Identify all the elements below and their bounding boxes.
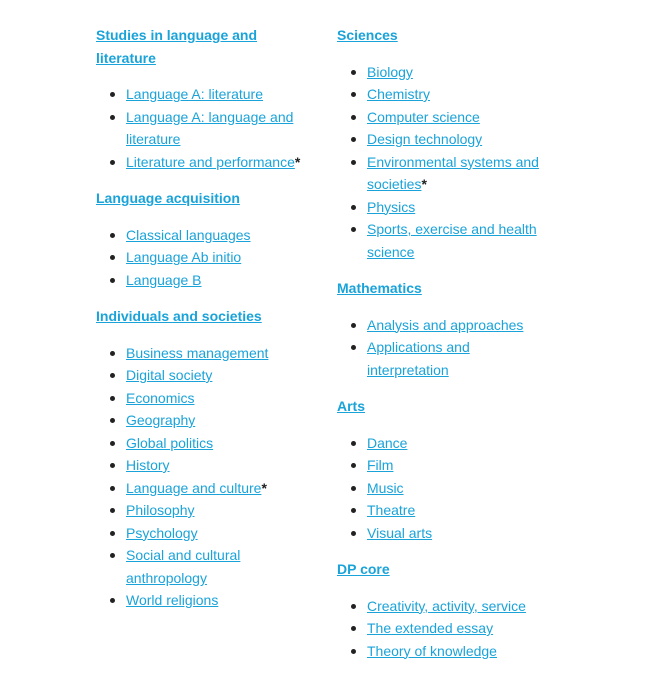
subject-link-economics[interactable]: Economics bbox=[126, 389, 195, 406]
subject-link-biology[interactable]: Biology bbox=[367, 63, 413, 80]
list-item bbox=[96, 246, 306, 269]
subject-link-visual-arts[interactable]: Visual arts bbox=[367, 524, 433, 541]
list-item bbox=[337, 522, 552, 545]
footnote-asterisk: * bbox=[261, 479, 267, 496]
subject-link-language-a-literature[interactable]: Language A: literature bbox=[126, 86, 263, 102]
list-item bbox=[96, 522, 306, 545]
list-item bbox=[96, 454, 306, 477]
list-item bbox=[337, 477, 552, 500]
subject-link-language-b[interactable]: Language B bbox=[126, 271, 202, 288]
list-item bbox=[337, 617, 552, 640]
subject-list-language-acquisition bbox=[96, 224, 306, 292]
subject-link-classical-languages[interactable]: Classical languages bbox=[126, 226, 251, 243]
right-column bbox=[337, 24, 552, 676]
list-item bbox=[337, 83, 552, 106]
list-item bbox=[337, 61, 552, 84]
list-item bbox=[96, 409, 306, 432]
subject-link-sports-exercise-and-health-science[interactable]: Sports, exercise and health science bbox=[367, 221, 537, 260]
list-item bbox=[96, 544, 306, 589]
subject-link-computer-science[interactable]: Computer science bbox=[367, 108, 480, 125]
subject-list-individuals-and-societies bbox=[96, 342, 306, 612]
list-item bbox=[337, 314, 552, 337]
subject-link-geography[interactable]: Geography bbox=[126, 412, 196, 428]
footnote-asterisk: * bbox=[294, 153, 301, 170]
subject-link-psychology[interactable]: Psychology bbox=[126, 524, 198, 541]
list-item bbox=[96, 499, 306, 522]
subject-link-analysis-and-approaches[interactable]: Analysis and approaches bbox=[367, 316, 524, 333]
list-item bbox=[96, 589, 306, 612]
section-heading-language-acquisition[interactable]: Language acquisition bbox=[96, 190, 240, 206]
subject-link-history[interactable]: History bbox=[126, 457, 170, 473]
section-heading-mathematics[interactable]: Mathematics bbox=[337, 280, 422, 296]
list-item bbox=[96, 387, 306, 410]
list-item bbox=[337, 499, 552, 522]
subject-link-philosophy[interactable]: Philosophy bbox=[126, 502, 195, 518]
subject-link-the-extended-essay[interactable]: The extended essay bbox=[367, 620, 494, 636]
subject-link-theatre[interactable]: Theatre bbox=[367, 502, 416, 518]
subject-link-applications-and-interpretation[interactable]: Applications and interpretation bbox=[367, 339, 470, 378]
subject-link-film[interactable]: Film bbox=[367, 457, 394, 473]
list-item bbox=[337, 128, 552, 151]
subject-link-theory-of-knowledge[interactable]: Theory of knowledge bbox=[367, 642, 497, 659]
list-item bbox=[337, 595, 552, 618]
subject-link-literature-and-performance[interactable]: Literature and performance bbox=[126, 153, 295, 170]
subject-link-design-technology[interactable]: Design technology bbox=[367, 131, 483, 147]
subject-link-world-religions[interactable]: World religions bbox=[126, 592, 219, 608]
list-item bbox=[96, 477, 306, 500]
section-heading-studies-in-language-and-literature[interactable]: Studies in language and literature bbox=[96, 27, 258, 66]
subject-link-global-politics[interactable]: Global politics bbox=[126, 434, 214, 451]
list-item bbox=[337, 151, 552, 196]
list-item bbox=[96, 364, 306, 387]
subject-list-mathematics bbox=[337, 314, 552, 382]
subject-link-environmental-systems-and-societies[interactable]: Environmental systems and societies bbox=[367, 153, 539, 192]
list-item bbox=[96, 342, 306, 365]
subject-link-creativity-activity-service[interactable]: Creativity, activity, service bbox=[367, 597, 526, 614]
subject-link-business-management[interactable]: Business management bbox=[126, 344, 269, 361]
list-item bbox=[96, 83, 306, 106]
subject-link-language-ab-initio[interactable]: Language Ab initio bbox=[126, 249, 242, 265]
section-heading-individuals-and-societies[interactable]: Individuals and societies bbox=[96, 308, 262, 324]
list-item bbox=[337, 196, 552, 219]
section-heading-dp-core[interactable]: DP core bbox=[337, 561, 390, 577]
subject-link-social-and-cultural-anthropology[interactable]: Social and cultural anthropology bbox=[126, 547, 241, 586]
subject-list-dp-core bbox=[337, 595, 552, 663]
subject-link-language-and-culture[interactable]: Language and culture bbox=[126, 479, 262, 496]
left-column bbox=[96, 24, 306, 626]
list-item bbox=[337, 336, 552, 381]
list-item bbox=[337, 218, 552, 263]
list-item bbox=[96, 432, 306, 455]
section-heading-sciences[interactable]: Sciences bbox=[337, 27, 398, 43]
subject-link-physics[interactable]: Physics bbox=[367, 198, 416, 215]
list-item bbox=[96, 269, 306, 292]
subject-link-digital-society[interactable]: Digital society bbox=[126, 367, 213, 383]
list-item bbox=[337, 432, 552, 455]
subject-list-sciences bbox=[337, 61, 552, 264]
list-item bbox=[337, 106, 552, 129]
list-item bbox=[96, 224, 306, 247]
list-item bbox=[96, 151, 306, 174]
list-item bbox=[337, 454, 552, 477]
section-heading-arts[interactable]: Arts bbox=[337, 398, 366, 414]
subject-list-studies-in-language-and-literature bbox=[96, 83, 306, 173]
subject-link-dance[interactable]: Dance bbox=[367, 434, 408, 451]
subject-list-arts bbox=[337, 432, 552, 545]
subject-link-music[interactable]: Music bbox=[367, 479, 404, 496]
subject-link-language-a-language-and-literature[interactable]: Language A: language and literature bbox=[126, 108, 294, 147]
list-item bbox=[337, 640, 552, 663]
subject-link-chemistry[interactable]: Chemistry bbox=[367, 86, 431, 102]
footnote-asterisk: * bbox=[421, 176, 427, 192]
list-item bbox=[96, 106, 306, 151]
